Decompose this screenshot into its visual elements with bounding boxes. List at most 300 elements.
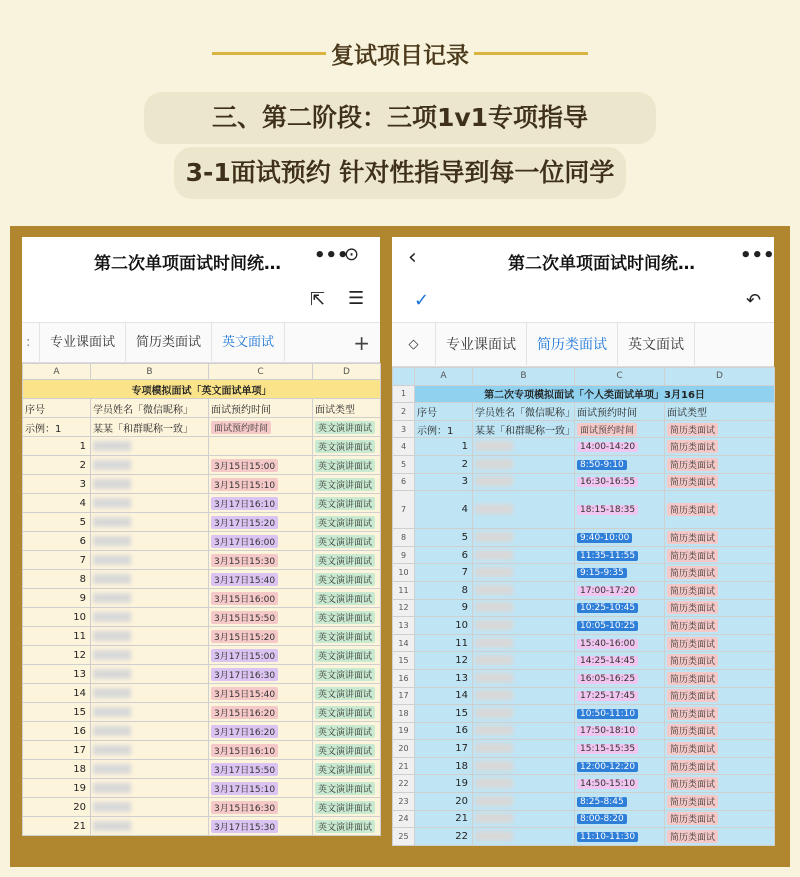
table-row [23,456,381,475]
tab-professional[interactable]: 专业课面试 [436,323,527,367]
cell[interactable] [665,473,775,491]
name-cell[interactable] [91,532,209,551]
cell[interactable] [209,551,313,570]
col-a[interactable]: A [415,368,473,386]
menu-icon[interactable]: ☰ [348,288,365,309]
cell[interactable] [665,564,775,582]
cell[interactable] [575,455,665,473]
table-row [23,817,381,836]
cell[interactable] [313,665,381,684]
type-tag: 英文演讲面试 [315,763,375,776]
cell[interactable] [665,546,775,564]
cell[interactable] [575,420,665,438]
cell[interactable] [313,646,381,665]
row-number: 8 [393,529,415,547]
cell[interactable] [209,741,313,760]
col-b[interactable]: B [473,368,575,386]
cell[interactable] [575,564,665,582]
cell[interactable]: 10 [23,608,91,627]
blurred-name [93,441,131,451]
cell[interactable] [665,652,775,670]
cell[interactable] [313,570,381,589]
cell[interactable]: 19 [23,779,91,798]
header-cell[interactable]: 面试预约时间 [575,403,665,421]
cell[interactable]: 11 [415,634,473,652]
name-cell[interactable] [473,687,575,705]
cell[interactable] [313,684,381,703]
name-cell[interactable] [473,438,575,456]
header-cell[interactable]: 序号 [23,399,91,418]
table-row [23,608,381,627]
table-row [23,513,381,532]
subtitle-pill: 三、第二阶段：三项1v1专项指导 [144,92,656,144]
cell[interactable]: 13 [415,669,473,687]
row-number: 18 [393,705,415,723]
cell[interactable] [313,589,381,608]
name-cell[interactable] [91,494,209,513]
cell[interactable]: 7 [415,564,473,582]
cell[interactable] [575,546,665,564]
cell[interactable] [575,599,665,617]
cell[interactable]: 2 [23,456,91,475]
add-sheet-icon[interactable]: + [353,330,370,355]
cell[interactable] [209,532,313,551]
table-header-row [23,399,381,418]
type-tag: 简历类面试 [667,601,718,614]
cell[interactable] [575,473,665,491]
more-icon[interactable]: ••• [740,245,775,266]
type-tag: 英文演讲面试 [315,687,375,700]
cell[interactable] [665,828,775,846]
undo-icon[interactable]: ↶ [746,290,762,311]
cell[interactable] [665,599,775,617]
time-tag: 9:40-10:00 [577,533,632,543]
cell[interactable]: 20 [415,793,473,811]
col-c[interactable]: C [575,368,665,386]
cell[interactable] [575,491,665,529]
name-cell[interactable] [91,437,209,456]
name-cell[interactable] [91,703,209,722]
type-tag: 简历类面试 [667,423,718,436]
cell[interactable] [575,775,665,793]
cell[interactable] [665,581,775,599]
name-cell[interactable] [91,646,209,665]
cell[interactable] [665,757,775,775]
table-row [23,798,381,817]
type-tag: 简历类面试 [667,760,718,773]
name-cell[interactable] [91,570,209,589]
table-row [393,455,775,473]
name-cell[interactable] [473,722,575,740]
name-cell[interactable] [91,817,209,836]
cell[interactable]: 18 [23,760,91,779]
cell[interactable] [313,627,381,646]
time-tag: 面试预约时间 [211,421,271,434]
cell[interactable] [665,740,775,758]
blurred-name [93,764,131,774]
cell[interactable] [665,420,775,438]
time-tag: 10:50-11:10 [577,709,638,719]
check-icon[interactable]: ✓ [414,290,430,311]
cell[interactable] [313,760,381,779]
left-navbar [22,237,380,279]
target-icon[interactable]: ⊙ [344,244,360,265]
row-number: 7 [393,491,415,529]
time-tag: 9:15-9:35 [577,568,627,578]
type-tag: 英文演讲面试 [315,668,375,681]
cell[interactable] [209,589,313,608]
cell[interactable]: 16 [23,722,91,741]
cell[interactable]: 16 [415,722,473,740]
name-cell[interactable] [91,779,209,798]
type-tag: 英文演讲面试 [315,516,375,529]
header-cell[interactable]: 序号 [415,403,473,421]
cell[interactable]: 22 [415,828,473,846]
cell[interactable] [209,475,313,494]
name-cell[interactable] [473,669,575,687]
type-tag: 简历类面试 [667,724,718,737]
table-row [393,810,775,828]
cell[interactable] [209,608,313,627]
name-cell[interactable] [473,793,575,811]
cell[interactable]: 12 [23,646,91,665]
type-tag: 英文演讲面试 [315,820,375,833]
cell[interactable]: 17 [23,741,91,760]
name-cell[interactable] [473,564,575,582]
time-tag: 17:50-18:10 [577,726,638,736]
cell[interactable] [209,570,313,589]
cell[interactable] [209,779,313,798]
col-d[interactable]: D [665,368,775,386]
cell[interactable]: 15 [23,703,91,722]
corner-cell[interactable] [393,368,415,386]
row-number: 23 [393,793,415,811]
row-number: 25 [393,828,415,846]
name-cell[interactable] [91,684,209,703]
table-row [393,599,775,617]
cell[interactable]: 5 [23,513,91,532]
cell[interactable]: 15 [415,705,473,723]
header-cell[interactable]: 面试类型 [313,399,381,418]
cell[interactable]: 9 [415,599,473,617]
cell[interactable] [209,703,313,722]
cell[interactable] [313,817,381,836]
tab-resume[interactable]: 简历类面试 [527,323,618,367]
cell[interactable] [313,779,381,798]
cell[interactable] [665,705,775,723]
cell[interactable] [665,793,775,811]
name-cell[interactable] [91,665,209,684]
header-cell[interactable]: 学员姓名「微信昵称」 [473,403,575,421]
name-cell[interactable] [473,634,575,652]
table-row [393,757,775,775]
cell[interactable] [209,513,313,532]
cell[interactable]: 9 [23,589,91,608]
cell[interactable] [575,581,665,599]
cell[interactable] [209,456,313,475]
name-cell[interactable] [473,757,575,775]
row-number: 11 [393,581,415,599]
table-row [23,627,381,646]
blurred-name [93,726,131,736]
cell[interactable]: 18 [415,757,473,775]
layers-icon[interactable]: ◇ [392,323,436,367]
type-tag: 英文演讲面试 [315,459,375,472]
cell[interactable] [665,687,775,705]
tab-english[interactable]: 英文面试 [212,323,285,363]
section-title: 复试项目记录 [331,43,469,69]
header-cell[interactable]: 面试预约时间 [209,399,313,418]
cell[interactable]: 6 [23,532,91,551]
table-row [23,570,381,589]
cell[interactable]: 8 [415,581,473,599]
cell[interactable] [575,793,665,811]
time-tag: 17:00-17:20 [577,586,638,596]
time-tag: 11:35-11:55 [577,551,638,561]
type-tag: 英文演讲面试 [315,554,375,567]
cell[interactable] [575,740,665,758]
cell[interactable]: 19 [415,775,473,793]
cell[interactable]: 示例：1 [23,418,91,437]
cell[interactable]: 17 [415,740,473,758]
cell[interactable] [313,551,381,570]
sheet-banner[interactable]: 专项模拟面试「英文面试单项」 [23,380,381,399]
cell[interactable] [209,798,313,817]
blurred-name [93,745,131,755]
cell[interactable] [575,828,665,846]
type-tag: 英文演讲面试 [315,421,375,434]
cell[interactable] [313,741,381,760]
cell[interactable]: 12 [415,652,473,670]
cell[interactable]: 某某「和群昵称一致」 [473,420,575,438]
table-row [23,779,381,798]
share-icon[interactable]: ⇱ [310,289,326,310]
cell[interactable] [313,532,381,551]
time-tag: 10:25-10:45 [577,603,638,613]
name-cell[interactable] [91,475,209,494]
cell[interactable] [313,475,381,494]
type-tag: 简历类面试 [667,475,718,488]
cell[interactable] [313,513,381,532]
col-a[interactable]: A [23,364,91,380]
time-tag: 3月15日16:00 [211,592,278,605]
cell[interactable] [209,684,313,703]
type-tag: 简历类面试 [667,503,718,516]
type-tag: 英文演讲面试 [315,649,375,662]
cell[interactable]: 4 [415,491,473,529]
row-number: 6 [393,473,415,491]
cell[interactable] [665,669,775,687]
cell[interactable] [575,634,665,652]
tab-prev-fragment[interactable]: : [22,323,40,363]
right-phone-screen [392,237,775,844]
cell[interactable] [575,438,665,456]
cell[interactable] [209,494,313,513]
cell[interactable] [665,634,775,652]
cell[interactable]: 3 [415,473,473,491]
name-cell[interactable] [473,491,575,529]
right-nav-title: 第二次单项面试时间统… [508,254,695,274]
name-cell[interactable] [91,589,209,608]
col-b[interactable]: B [91,364,209,380]
name-cell[interactable] [473,652,575,670]
time-tag: 10:05-10:25 [577,621,638,631]
cell[interactable] [575,617,665,635]
name-cell[interactable] [473,705,575,723]
cell[interactable] [575,529,665,547]
cell[interactable]: 20 [23,798,91,817]
cell[interactable] [665,617,775,635]
name-cell[interactable] [91,760,209,779]
cell[interactable]: 1 [23,437,91,456]
cell[interactable] [313,703,381,722]
cell[interactable]: 某某「和群昵称一致」 [91,418,209,437]
time-tag: 3月17日15:30 [211,820,278,833]
cell[interactable]: 11 [23,627,91,646]
table-row [23,684,381,703]
more-icon[interactable]: ••• [314,245,349,266]
type-tag: 英文演讲面试 [315,535,375,548]
cell[interactable] [313,722,381,741]
type-tag: 简历类面试 [667,531,718,544]
cell[interactable]: 6 [415,546,473,564]
cell[interactable] [665,491,775,529]
cell[interactable] [313,608,381,627]
cell[interactable]: 21 [23,817,91,836]
col-d[interactable]: D [313,364,381,380]
table-row [23,589,381,608]
cell[interactable] [665,529,775,547]
cell[interactable] [665,438,775,456]
time-tag: 8:25-8:45 [577,797,627,807]
name-cell[interactable] [473,740,575,758]
cell[interactable] [209,760,313,779]
name-cell[interactable] [91,741,209,760]
right-sheet-table [392,367,775,846]
cell[interactable] [575,687,665,705]
row-number: 19 [393,722,415,740]
blurred-name [93,802,131,812]
tab-professional[interactable]: 专业课面试 [40,323,126,363]
right-toolbar [392,279,774,323]
type-tag: 简历类面试 [667,830,718,843]
cell[interactable] [665,722,775,740]
cell[interactable] [313,798,381,817]
cell[interactable]: 13 [23,665,91,684]
name-cell[interactable] [473,473,575,491]
cell[interactable] [575,757,665,775]
name-cell[interactable] [473,546,575,564]
cell[interactable] [313,456,381,475]
cell[interactable]: 14 [415,687,473,705]
cell[interactable] [209,418,313,437]
name-cell[interactable] [91,608,209,627]
type-tag: 简历类面试 [667,795,718,808]
time-tag: 11:10-11:30 [577,832,638,842]
name-cell[interactable] [473,775,575,793]
name-cell[interactable] [91,627,209,646]
row-number: 15 [393,652,415,670]
cell[interactable] [209,817,313,836]
header-cell[interactable]: 学员姓名「微信昵称」 [91,399,209,418]
cell[interactable] [209,646,313,665]
cell[interactable] [665,775,775,793]
tab-resume[interactable]: 简历类面试 [126,323,212,363]
time-tag: 16:05-16:25 [577,674,638,684]
name-cell[interactable] [473,599,575,617]
cell[interactable] [313,418,381,437]
header-cell[interactable]: 面试类型 [665,403,775,421]
name-cell[interactable] [91,798,209,817]
name-cell[interactable] [473,455,575,473]
cell[interactable] [575,669,665,687]
cell[interactable] [575,810,665,828]
cell[interactable]: 7 [23,551,91,570]
tab-english[interactable]: 英文面试 [618,323,695,367]
cell[interactable] [575,705,665,723]
time-tag: 8:00-8:20 [577,814,627,824]
name-cell[interactable] [473,617,575,635]
cell[interactable]: 4 [23,494,91,513]
cell[interactable]: 2 [415,455,473,473]
cell[interactable] [575,722,665,740]
cell[interactable]: 8 [23,570,91,589]
name-cell[interactable] [473,810,575,828]
name-cell[interactable] [91,722,209,741]
row-number: 13 [393,617,415,635]
cell[interactable] [665,810,775,828]
cell[interactable]: 5 [415,529,473,547]
back-icon[interactable]: ‹ [408,245,417,270]
name-cell[interactable] [473,581,575,599]
name-cell[interactable] [473,529,575,547]
cell[interactable] [575,652,665,670]
time-tag: 3月17日16:20 [211,725,278,738]
name-cell[interactable] [91,456,209,475]
cell[interactable]: 14 [23,684,91,703]
cell[interactable] [313,494,381,513]
blurred-name [93,536,131,546]
name-cell[interactable] [91,513,209,532]
cell[interactable] [209,627,313,646]
cell[interactable] [209,722,313,741]
blurred-name [475,585,513,595]
cell[interactable]: 3 [23,475,91,494]
sheet-banner[interactable]: 第二次专项模拟面试「个人类面试单项」3月16日 [415,385,775,403]
table-row [393,669,775,687]
blurred-name [475,567,513,577]
blurred-name [475,532,513,542]
table-row [23,437,381,456]
col-c[interactable]: C [209,364,313,380]
table-row [393,546,775,564]
blurred-name [475,459,513,469]
cell[interactable]: 21 [415,810,473,828]
cell[interactable]: 1 [415,438,473,456]
time-tag: 3月15日15:20 [211,630,278,643]
cell[interactable] [313,437,381,456]
cell[interactable] [209,437,313,456]
name-cell[interactable] [473,828,575,846]
type-tag: 英文演讲面试 [315,744,375,757]
time-tag: 15:40-16:00 [577,639,638,649]
cell[interactable]: 10 [415,617,473,635]
cell[interactable] [665,455,775,473]
name-cell[interactable] [91,551,209,570]
table-row [393,722,775,740]
cell[interactable]: 示例：1 [415,420,473,438]
cell[interactable] [209,665,313,684]
